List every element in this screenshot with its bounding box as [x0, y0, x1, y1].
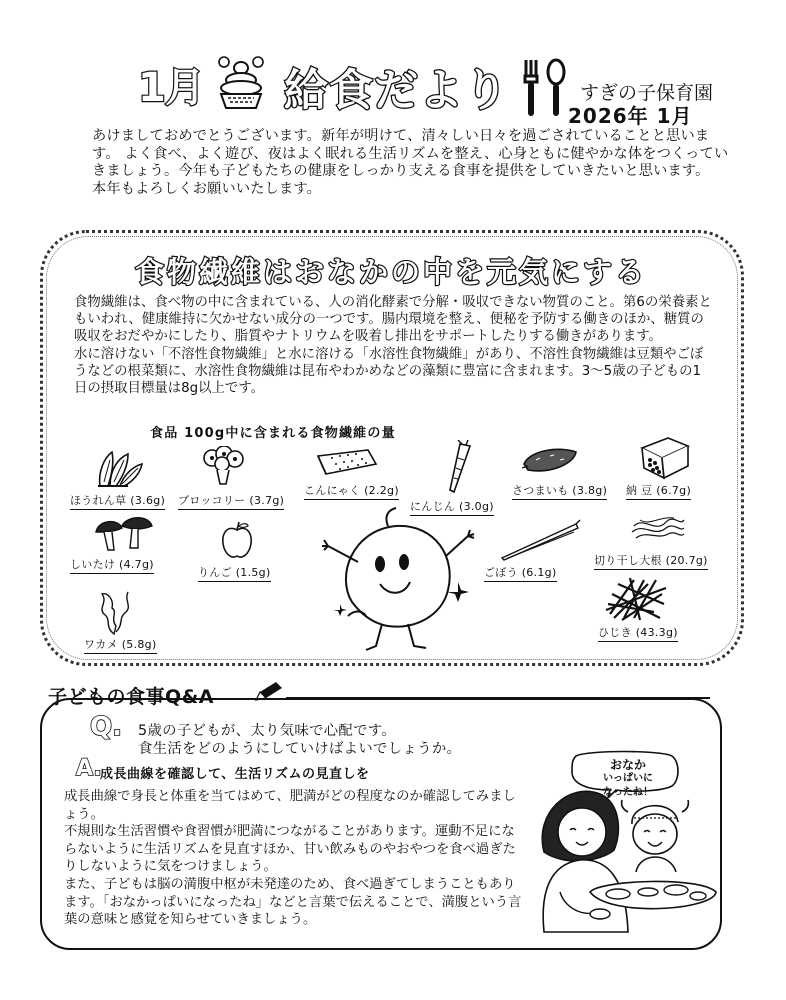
food-label-wakame: ワカメ (5.8g)	[84, 636, 157, 654]
broccoli-icon	[200, 446, 246, 486]
speech-line-3: なったね！	[603, 787, 653, 798]
konnyaku-icon	[314, 446, 380, 478]
food-item-sweet-potato	[520, 444, 580, 476]
answer-paragraph-3: また、子どもは脳の満腹中枢が未発達のため、食べ過ぎてしまうこともあります。「おなかっぱいになったね」などと言葉で伝えることで、満腹という言葉の意味と感覚を知らせていきましょう。	[64, 876, 522, 928]
food-label-broccoli: ブロッコリー (3.7g)	[178, 492, 284, 510]
intro-closing: 本年もよろしくお願いいたします。	[92, 180, 322, 197]
fiber-paragraph-2: 水に溶けない「不溶性食物繊維」と水に溶ける「水溶性食物繊維」があり、不溶性食物繊維は豆類やごぼうなどの根菜類に、水溶性食物繊維は昆布やわかめなどの藻類に豊富に含まれます。3～5歳の子どもの1日の摂取目標量は8g以上です。	[74, 346, 704, 397]
month-title: 1月	[138, 65, 204, 111]
carrot-icon	[440, 440, 476, 496]
food-item-spinach	[94, 448, 146, 490]
answer-body	[64, 788, 524, 929]
natto-icon	[638, 434, 692, 480]
intro-paragraph: あけましておめでとうございます。新年が明けて、清々しい日々を過ごされていることと思います。 よく食べ、よく遊び、夜はよく眠れる生活リズムを整え、心身ともに健やかな体をつくっていきましょう。今年も子どもたちの健康をしっかり支える食事を提供をしていきたいと思います。	[92, 128, 729, 180]
fork-spoon-icon	[520, 58, 570, 120]
food-label-spinach: ほうれん草 (3.6g)	[70, 492, 165, 510]
speech-line-2: いっぱいに	[603, 773, 653, 784]
food-item-wakame	[94, 586, 134, 636]
dried-radish-icon	[630, 512, 686, 542]
answer-paragraph-2: 不規則な生活習慣や食習慣が肥満につながることがあります。運動不足にならないように生活リズムを見直すほか、甘い飲みものやおやつを食べ過ぎたりしないように気をつけましょう。	[64, 824, 516, 875]
stomach-mascot-illustration	[318, 506, 478, 654]
answer-paragraph-1: 成長曲線で身長と体重を当てはめて、肥満がどの程度なのか確認してみましょう。	[64, 789, 516, 822]
food-item-dried-radish	[630, 512, 686, 542]
food-label-hijiki: ひじき (43.3g)	[598, 624, 678, 642]
question-line-1: 5歳の子どもが、太り気味で心配です。	[138, 723, 397, 739]
answer-lead: 成長曲線を確認して、生活リズムの見直しを	[100, 767, 370, 782]
food-label-sweet-potato: さつまいも (3.8g)	[512, 482, 607, 500]
question-line-2: 食生活をどのようにしていけばよいでしょうか。	[138, 741, 462, 758]
food-item-konnyaku	[314, 446, 380, 478]
food-label-natto: 納 豆 (6.7g)	[626, 482, 691, 500]
school-name: すぎの子保育園	[580, 82, 714, 104]
question-mark-label: Q.	[90, 712, 122, 742]
apple-icon	[218, 520, 256, 560]
food-item-hijiki	[604, 574, 670, 622]
answer-mark-label: A.	[76, 756, 102, 781]
speech-bubble-text	[578, 758, 678, 800]
kagami-mochi-icon	[212, 54, 270, 110]
food-label-konnyaku: こんにゃく (2.2g)	[304, 482, 399, 500]
food-label-apple: りんご (1.5g)	[198, 564, 271, 582]
spinach-icon	[94, 448, 146, 490]
fiber-heading	[86, 250, 696, 290]
fiber-heading-text: 食物繊維はおなかの中を元気にする	[134, 255, 647, 289]
food-item-natto	[638, 434, 692, 480]
food-label-shiitake: しいたけ (4.7g)	[70, 556, 154, 574]
qa-section-heading: 子どもの食事Q&A	[48, 686, 214, 708]
newsletter-title: 給食だより	[284, 65, 509, 116]
hijiki-icon	[604, 574, 670, 622]
question-text	[138, 722, 461, 759]
food-item-carrot	[440, 440, 476, 496]
food-label-burdock: ごぼう (6.1g)	[484, 564, 557, 582]
food-item-shiitake	[92, 514, 156, 554]
intro-greeting	[92, 128, 732, 198]
issue-date: 2026年 1月	[568, 104, 693, 128]
food-item-broccoli	[200, 446, 246, 486]
food-label-dried-radish: 切り干し大根 (20.7g)	[594, 552, 708, 570]
shiitake-icon	[92, 514, 156, 554]
food-item-apple	[218, 520, 256, 560]
wakame-icon	[94, 586, 134, 636]
sweet-potato-icon	[520, 444, 580, 476]
fiber-table-caption: 食品 100g中に含まれる食物繊維の量	[150, 426, 396, 441]
newsletter-header	[0, 40, 786, 128]
food-item-burdock	[498, 518, 582, 562]
food-label-carrot: にんじん (3.0g)	[410, 498, 494, 516]
fiber-explanation	[74, 294, 714, 397]
burdock-icon	[498, 518, 582, 562]
speech-line-1: おなか	[609, 758, 646, 772]
fiber-paragraph-1: 食物繊維は、食べ物の中に含まれている、人の消化酵素で分解・吸収できない物質のこと。第6の栄養素ともいわれ、健康維持に欠かせない成分の一つです。腸内環境を整え、便秘を予防する働きのほか、糖質の吸収をおだやかにしたり、脂質やナトリウムを吸着し排出をサポートしたりする働きがあります。	[74, 295, 712, 345]
